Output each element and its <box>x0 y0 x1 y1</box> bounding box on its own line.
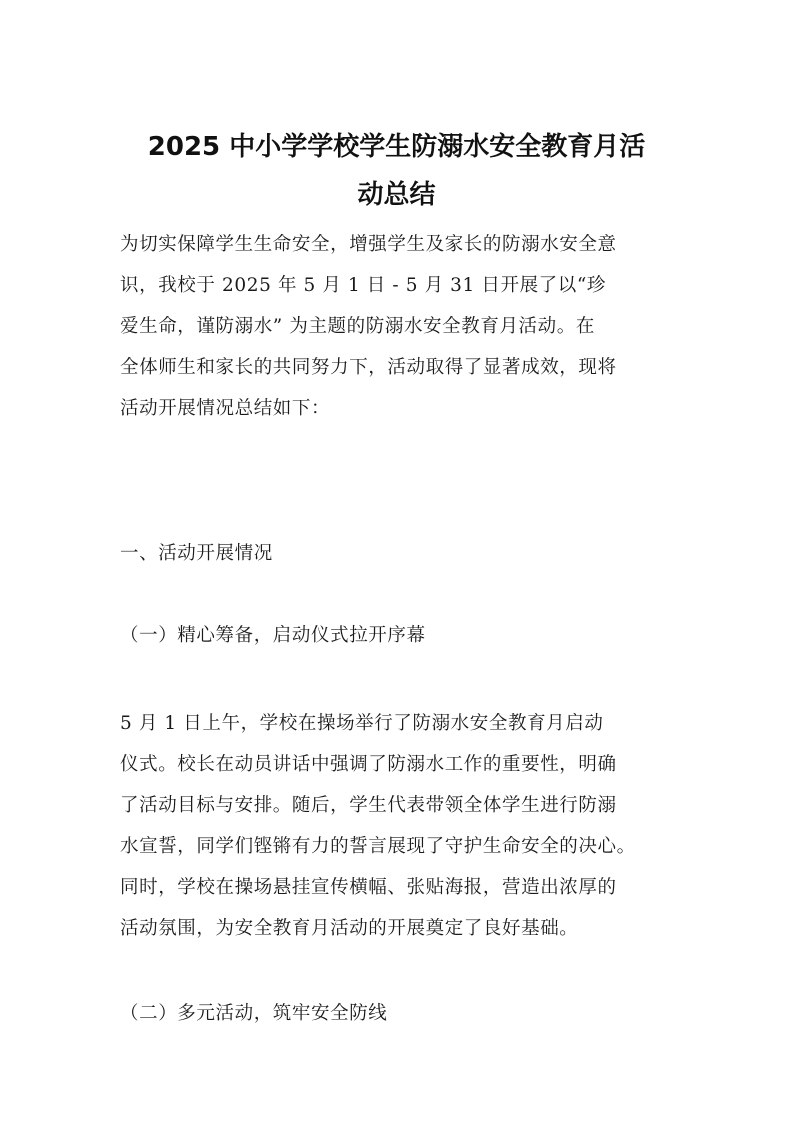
document-title-line-2: 动总结 <box>357 180 436 210</box>
paragraph-line: 了活动目标与安排。随后，学生代表带领全体学生进行防溺 <box>120 795 617 816</box>
intro-line: 识，我校于 2025 年 5 月 1 日 - 5 月 31 日开展了以“珍 <box>120 275 607 296</box>
intro-line: 全体师生和家长的共同努力下，活动取得了显著成效，现将 <box>120 357 617 378</box>
intro-line: 为切实保障学生生命安全，增强学生及家长的防溺水安全意 <box>120 234 617 255</box>
paragraph-line: 同时，学校在操场悬挂宣传横幅、张贴海报，营造出浓厚的 <box>120 877 617 898</box>
paragraph-line: 仪式。校长在动员讲话中强调了防溺水工作的重要性，明确 <box>120 754 617 775</box>
subsection-1-paragraph <box>120 703 692 949</box>
subsection-2-heading: （二）多元活动，筑牢安全防线 <box>120 1003 388 1024</box>
paragraph-line: 5 月 1 日上午，学校在操场举行了防溺水安全教育月启动 <box>120 713 604 734</box>
paragraph-line: 水宣誓，同学们铿锵有力的誓言展现了守护生命安全的决心。 <box>120 836 636 857</box>
document-title-line-1: 2025 中小学学校学生防溺水安全教育月活 <box>147 132 646 162</box>
subsection-1-heading: （一）精心筹备，启动仪式拉开序幕 <box>120 625 426 646</box>
intro-paragraph <box>120 224 692 429</box>
intro-line: 爱生命，谨防溺水” 为主题的防溺水安全教育月活动。在 <box>120 316 595 337</box>
paragraph-line: 活动氛围，为安全教育月活动的开展奠定了良好基础。 <box>120 918 579 939</box>
section-heading: 一、活动开展情况 <box>120 543 273 564</box>
intro-line: 活动开展情况总结如下： <box>120 398 331 419</box>
